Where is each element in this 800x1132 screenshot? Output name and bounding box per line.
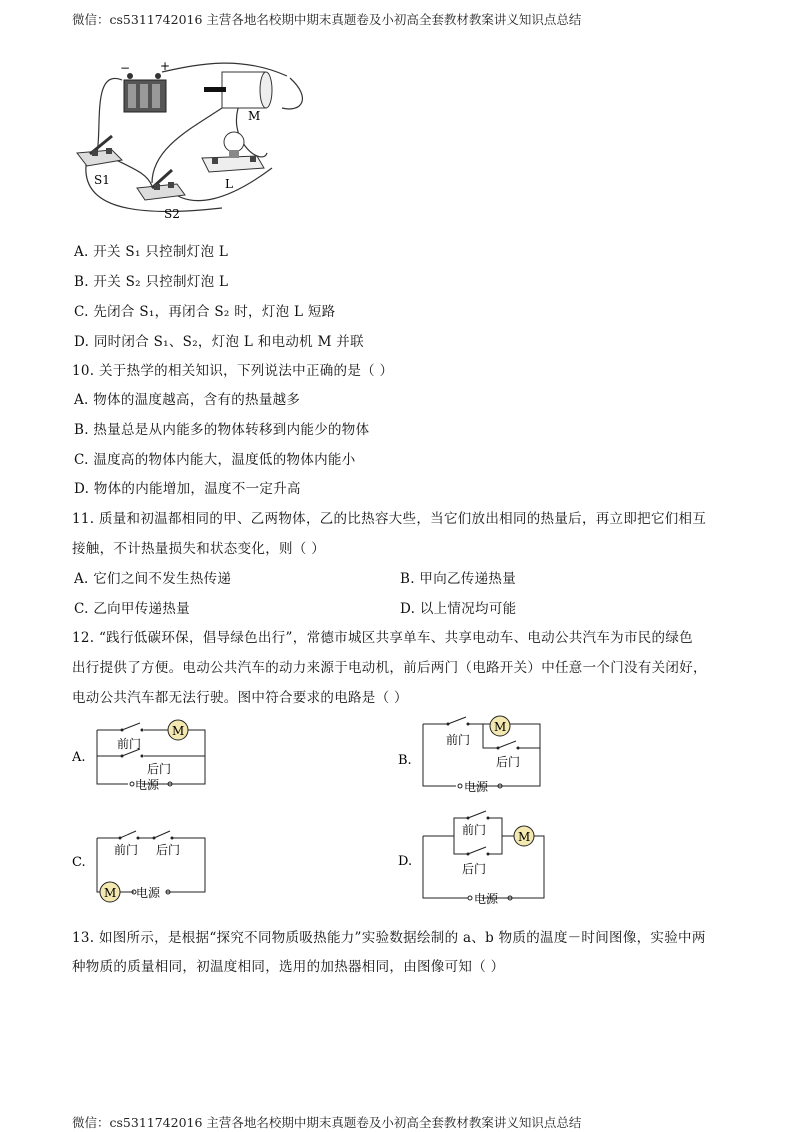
front-door-switch-label: 前门 — [462, 823, 487, 837]
q12-stem-line3: 电动公共汽车都无法行驶。图中符合要求的电路是（ ） — [72, 690, 408, 706]
page-footer: 微信：cs5311742016 主营各地名校期中期末真题卷及小初高全套教材教案讲义知识点总结 — [72, 1115, 582, 1130]
q9-circuit-figure — [72, 58, 312, 228]
q9-option-c: C. 先闭合 S₁，再闭合 S₂ 时，灯泡 L 短路 — [74, 304, 336, 320]
q10-option-c: C. 温度高的物体内能大，温度低的物体内能小 — [74, 452, 356, 468]
motor-icon — [204, 72, 272, 108]
q10-option-a: A. 物体的温度越高，含有的热量越多 — [74, 392, 301, 408]
q12-stem-line1: 12. “践行低碳环保，倡导绿色出行”，常德市城区共享单车、共享电动车、电动公共汽车为市民的绿色 — [72, 630, 693, 646]
option-d-label: D. — [398, 854, 413, 869]
q12-circuit-d — [398, 810, 558, 910]
q11-option-d: D. 以上情况均可能 — [400, 601, 517, 617]
q11-stem-line2: 接触，不计热量损失和状态变化，则（ ） — [72, 541, 325, 557]
front-door-switch-label: 前门 — [117, 737, 142, 751]
lamp-label: L — [225, 177, 233, 191]
power-source-label: 电源 — [474, 892, 499, 906]
switch-s1-label: S1 — [94, 173, 110, 187]
switch-s2-label: S2 — [164, 207, 180, 221]
front-door-switch-label: 前门 — [114, 843, 139, 857]
q13-stem-line1: 13. 如图所示，是根据“探究不同物质吸热能力”实验数据绘制的 a、b 物质的温度－时间图像，实验中两 — [72, 930, 706, 946]
battery-icon — [124, 73, 166, 112]
q12-stem-line2: 出行提供了方便。电动公共汽车的动力来源于电动机，前后两门（电路开关）中任意一个门没有关闭好， — [72, 660, 707, 676]
q13-stem-line2: 种物质的质量相同，初温度相同，选用的加热器相同，由图像可知（ ） — [72, 959, 505, 975]
motor-label: M — [248, 109, 261, 123]
option-c-label: C. — [72, 855, 86, 870]
q11-option-a: A. 它们之间不发生热传递 — [74, 571, 232, 587]
battery-plus-label: + — [160, 59, 171, 73]
q10-stem: 10. 关于热学的相关知识，下列说法中正确的是（ ） — [72, 363, 394, 379]
back-door-switch-label: 后门 — [496, 755, 521, 769]
q9-option-a: A. 开关 S₁ 只控制灯泡 L — [74, 244, 229, 260]
switch-s2-icon — [137, 170, 185, 200]
q12-circuit-b — [398, 712, 558, 802]
motor-symbol-icon: M — [518, 830, 531, 844]
q12-circuit-a — [72, 718, 222, 798]
back-door-switch-label: 后门 — [147, 762, 172, 776]
q9-option-b: B. 开关 S₂ 只控制灯泡 L — [74, 274, 229, 290]
front-door-switch-label: 前门 — [446, 733, 471, 747]
q10-option-d: D. 物体的内能增加，温度不一定升高 — [74, 481, 301, 497]
lamp-icon — [202, 132, 264, 172]
motor-symbol-icon: M — [494, 720, 507, 734]
power-source-label: 电源 — [135, 778, 160, 792]
power-source-label: 电源 — [136, 886, 161, 900]
switch-s1-icon — [77, 136, 122, 166]
q9-option-d: D. 同时闭合 S₁、S₂，灯泡 L 和电动机 M 并联 — [74, 334, 364, 350]
q11-stem-line1: 11. 质量和初温都相同的甲、乙两物体，乙的比热容大些，当它们放出相同的热量后，再立即把它们相互 — [72, 511, 707, 527]
q12-circuit-c — [72, 826, 222, 906]
battery-minus-label: − — [120, 61, 131, 75]
q10-option-b: B. 热量总是从内能多的物体转移到内能少的物体 — [74, 422, 370, 438]
q11-option-b: B. 甲向乙传递热量 — [400, 571, 517, 587]
page-header: 微信：cs5311742016 主营各地名校期中期末真题卷及小初高全套教材教案讲义知识点总结 — [72, 12, 582, 27]
option-b-label: B. — [398, 753, 412, 768]
motor-symbol-icon: M — [104, 886, 117, 900]
q11-option-c: C. 乙向甲传递热量 — [74, 601, 190, 617]
back-door-switch-label: 后门 — [462, 862, 487, 876]
option-a-label: A. — [72, 750, 86, 765]
back-door-switch-label: 后门 — [156, 843, 181, 857]
power-source-label: 电源 — [464, 780, 489, 794]
motor-symbol-icon: M — [172, 724, 185, 738]
